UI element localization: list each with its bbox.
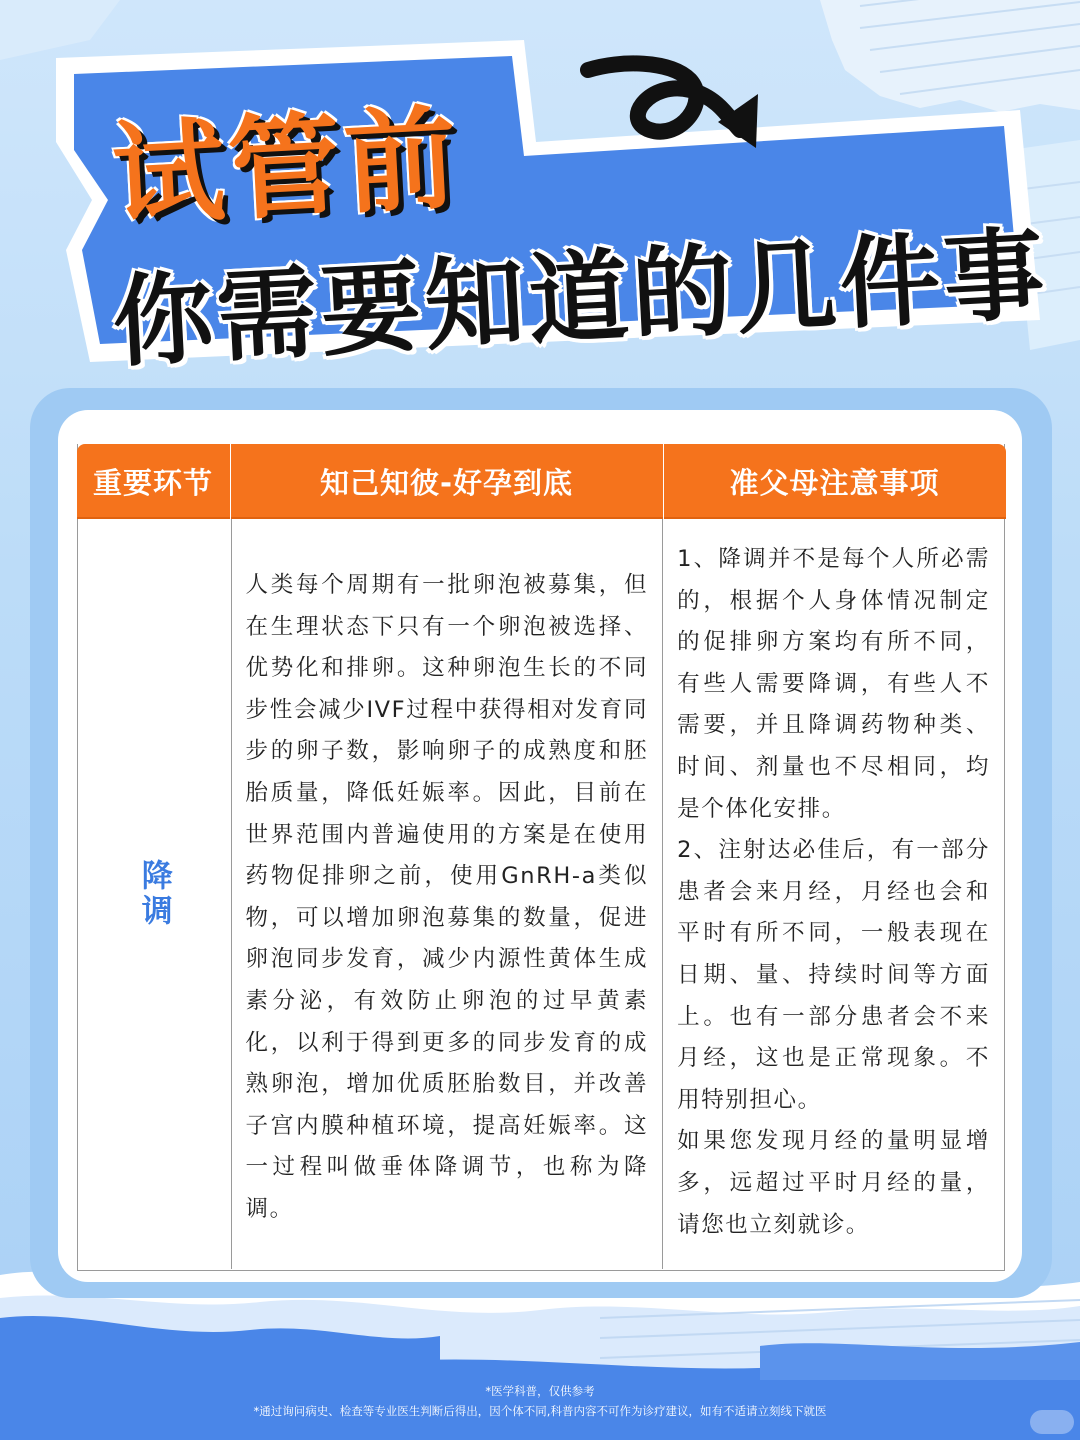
header-notes: 准父母注意事项 xyxy=(663,444,1006,519)
notes-cell xyxy=(662,519,1004,1269)
header-stage: 重要环节 xyxy=(92,466,213,500)
explanation-text: 人类每个周期有一批卵泡被募集，但在生理状态下只有一个卵泡被选择、优势化和排卵。这种卵泡生长的不同步性会减少IVF过程中获得相对发育同步的卵子数，影响卵子的成熟度和胚胎质量，降低妊娠率。因此，目前在世界范围内普遍使用的方案是在使用药物促排卵之前，使用GnRH-a类似物，可以增加卵泡募集的数量，促进卵泡同步发育，减少内源性黄体生成素分泌，有效防止卵泡的过早黄素化，以利于得到更多的同步发育的成熟卵泡，增加优质胚胎数目，并改善子宫内膜种植环境，提高妊娠率。这一过程叫做垂体降调节，也称为降调。 xyxy=(245,572,649,1222)
note-item: 如果您发现月经的量明显增多，远超过平时月经的量，请您也立刻就诊。 xyxy=(677,1128,990,1238)
notes-text xyxy=(677,539,990,1246)
table-row xyxy=(78,519,1004,1269)
watermark-badge xyxy=(1030,1410,1074,1434)
footer-disclaimer-1: *医学科普，仅供参考 xyxy=(485,1384,595,1398)
page-title-line2: 你需要知道的几件事 xyxy=(110,215,1051,382)
note-item: 2、注射达必佳后，有一部分患者会来月经，月经也会和平时有所不同，一般表现在日期、量、持续时间等方面上。也有一部分患者会不来月经，这也是正常现象。不用特别担心。 xyxy=(677,837,990,1113)
table-header xyxy=(77,444,1006,519)
info-table xyxy=(77,444,1005,1271)
curly-arrow-icon xyxy=(580,50,770,150)
explanation-cell xyxy=(231,519,663,1269)
footer-disclaimer-2: *通过询问病史、检查等专业医生判断后得出，因个体不同,科普内容不可作为诊疗建议，如有不适请立刻线下就医 xyxy=(253,1404,827,1418)
stage-label: 降调 xyxy=(135,859,172,929)
page-title-line1: 试管前 xyxy=(109,93,464,243)
header-explanation: 知己知彼-好孕到底 xyxy=(230,444,663,519)
note-item: 1、降调并不是每个人所必需的，根据个人身体情况制定的促排卵方案均有所不同，有些人需要降调，有些人不需要，并且降调药物种类、时间、剂量也不尽相同，均是个体化安排。 xyxy=(677,546,990,822)
stage-cell xyxy=(78,519,231,1269)
